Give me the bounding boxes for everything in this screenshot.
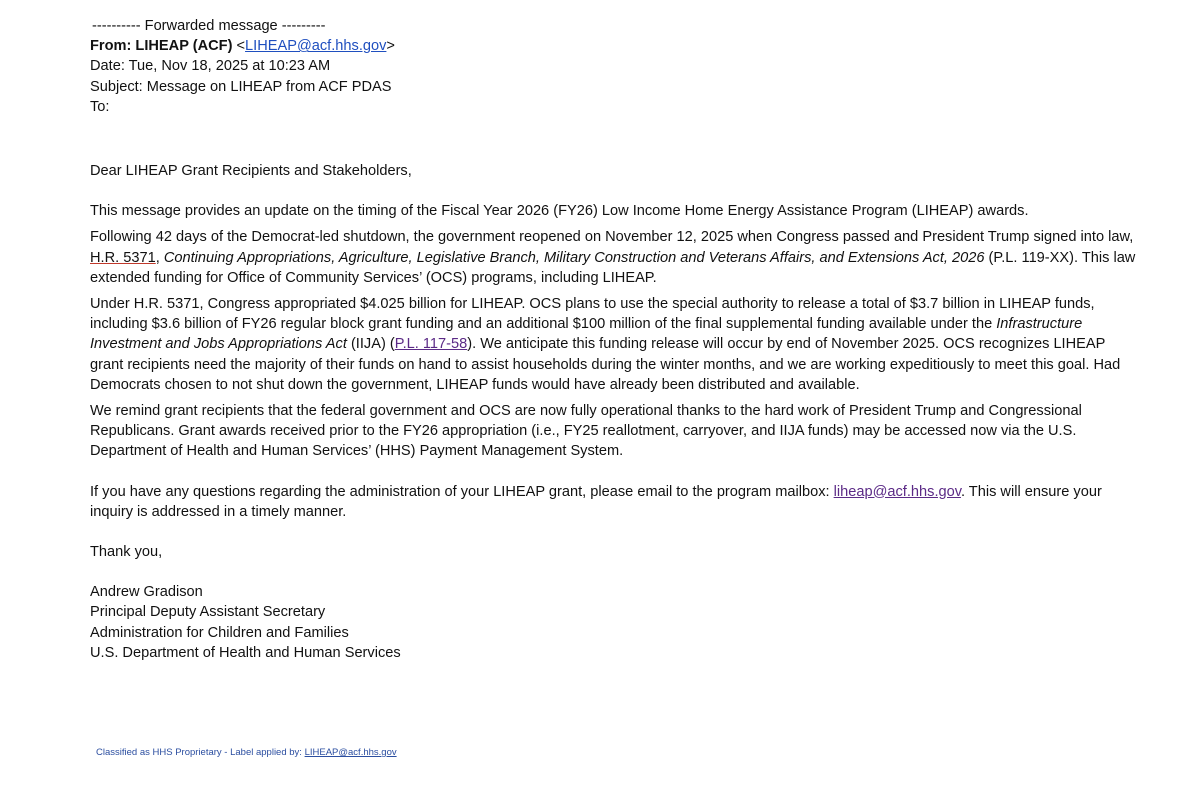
paragraph-intro: This message provides an update on the timing of the Fiscal Year 2026 (FY26) Low Income Home Energy Assistance Program (LIHEAP) awards. xyxy=(90,203,1029,220)
spacer xyxy=(90,181,1140,201)
signature-dept: U.S. Department of Health and Human Services xyxy=(90,644,401,661)
signature-org: Administration for Children and Families xyxy=(90,624,349,641)
from-email-link[interactable]: LIHEAP@acf.hhs.gov xyxy=(245,38,387,55)
p3-text-c: ). We anticipate this funding release will occur by end of November 2025. OCS recognizes LIHEAP grant recipients need the majority of their funds on hand to assist households during the winter months, and we are working expeditiously to meet this goal. Had Democrats chosen to not shut down the government, LIHEAP funds would have already been distributed and available. xyxy=(90,336,1121,393)
to-line: To: xyxy=(90,98,110,115)
classification-footer xyxy=(96,746,397,759)
date-line: Date: Tue, Nov 18, 2025 at 10:23 AM xyxy=(90,58,331,75)
from-email-open: < xyxy=(236,38,246,55)
paragraph-operational: We remind grant recipients that the federal government and OCS are now fully operational thanks to the hard work of President Trump and Congressional Republicans. Grant awards received prior to the FY26 appropriation (i.e., FY25 reallotment, carryover, and IIJA funds) may be accessed now via the U.S. Department of Health and Human Services’ (HHS) Payment Management System. xyxy=(90,403,1082,460)
spacer xyxy=(90,522,1140,542)
greeting: Dear LIHEAP Grant Recipients and Stakeholders, xyxy=(90,163,412,180)
classification-email-link[interactable]: LIHEAP@acf.hhs.gov xyxy=(304,747,397,758)
subject-line: Subject: Message on LIHEAP from ACF PDAS xyxy=(90,78,392,95)
paragraph-questions xyxy=(90,482,1140,522)
forwarded-divider: ---------- Forwarded message --------- xyxy=(92,18,326,34)
signature-block xyxy=(90,582,1140,663)
hr-5371-link[interactable]: H.R. 5371 xyxy=(90,249,156,266)
spacer xyxy=(90,117,1140,161)
p3-text-a: Under H.R. 5371, Congress appropriated $4.025 billion for LIHEAP. OCS plans to use the special authority to release a total of $3.7 billion in LIHEAP funds, including $3.6 billion of FY26 regular block grant funding and an additional $100 million of the final supplemental funding available under the xyxy=(90,296,1095,333)
p3-text-b: (IIJA) ( xyxy=(346,336,395,353)
email-document xyxy=(90,16,1140,663)
closing: Thank you, xyxy=(90,544,163,561)
act-title: Continuing Appropriations, Agriculture, Legislative Branch, Military Construction and Veterans Affairs, and Extensions Act, 2026 xyxy=(163,249,985,266)
spacer xyxy=(90,462,1140,482)
pl-117-58-link[interactable]: P.L. 117-58 xyxy=(394,336,468,353)
paragraph-funding xyxy=(90,294,1140,395)
iija-title: Infrastructure Investment and Jobs Appropriations Act xyxy=(90,316,1083,353)
from-line xyxy=(90,36,1140,56)
p5-text-b: . This will ensure your inquiry is addressed in a timely manner. xyxy=(90,483,1102,520)
signature-title: Principal Deputy Assistant Secretary xyxy=(90,604,326,621)
paragraph-shutdown xyxy=(90,227,1140,288)
p2-text-a: Following 42 days of the Democrat-led shutdown, the government reopened on November 12, 2025 when Congress passed and President Trump signed into law, xyxy=(90,229,1134,246)
from-name: LIHEAP (ACF) xyxy=(135,38,233,55)
classification-label: Classified as HHS Proprietary - Label applied by: xyxy=(96,747,305,758)
p2-text-c: (P.L. 119-XX). This law extended funding for Office of Community Services’ (OCS) programs, including LIHEAP. xyxy=(90,249,1136,286)
p5-text-a: If you have any questions regarding the administration of your LIHEAP grant, please email to the program mailbox: xyxy=(90,483,834,500)
signature-name: Andrew Gradison xyxy=(90,584,203,601)
from-email-close: > xyxy=(386,38,395,55)
spacer xyxy=(90,562,1140,582)
from-label: From: xyxy=(90,38,132,55)
p2-text-b: , xyxy=(155,249,164,266)
liheap-mailbox-link[interactable]: liheap@acf.hhs.gov xyxy=(833,483,961,500)
